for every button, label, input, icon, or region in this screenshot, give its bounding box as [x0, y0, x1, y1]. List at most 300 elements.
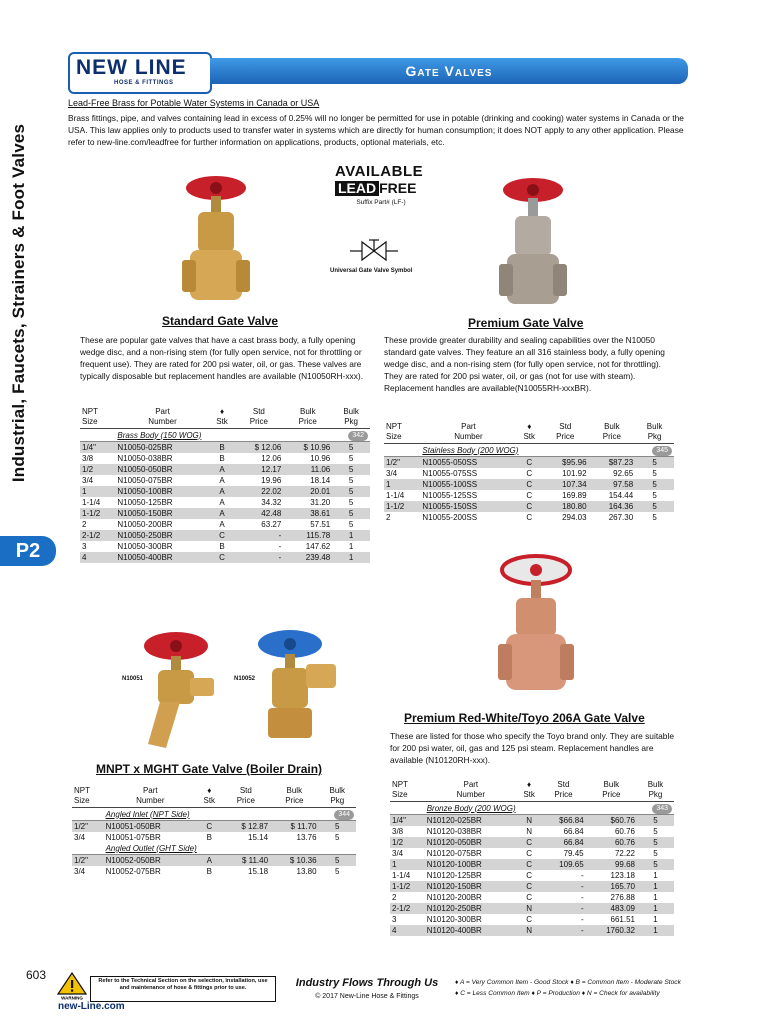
table-cell: 15.14 — [248, 833, 269, 842]
table-cell: N — [517, 815, 541, 827]
standard-price-table — [80, 407, 370, 563]
table-cell: N10050-150BR — [115, 508, 209, 519]
table-cell: N10050-038BR — [117, 454, 173, 463]
table-cell: 3 — [82, 542, 87, 551]
table-cell: N10050-300BR — [117, 542, 173, 551]
table-cell: 19.96 — [261, 476, 282, 485]
table-row — [390, 881, 674, 892]
header-number: Number — [148, 417, 177, 426]
header-bulk-pkg: Bulk — [329, 786, 346, 795]
table-cell: N10055-200SS — [422, 513, 478, 522]
table-cell: 1-1/2 — [390, 881, 425, 892]
table-cell: 63.27 — [261, 520, 282, 529]
header-std: Std — [557, 780, 570, 789]
table-row — [390, 870, 674, 881]
table-cell: C — [526, 893, 532, 902]
table-cell: N10120-038BR — [426, 827, 482, 836]
table-row — [390, 859, 674, 870]
table-row — [72, 866, 356, 877]
header-size: Size — [386, 432, 402, 441]
header-part: Part — [461, 422, 476, 431]
table-cell: 5 — [348, 498, 354, 507]
table-cell: - — [234, 530, 283, 541]
table-cell: 1/2" — [72, 855, 104, 867]
table-cell: 3/4 — [74, 867, 86, 876]
table-cell: C — [197, 821, 222, 833]
table-row — [80, 541, 370, 552]
table-cell: N10120-150BR — [425, 881, 517, 892]
table-cell: N10050-050BR — [115, 464, 209, 475]
table-row — [80, 453, 370, 464]
header-std: Std — [559, 422, 572, 431]
group-label: Angled Outlet (GHT Side) — [105, 844, 197, 853]
table-cell: N10120-300BR — [426, 915, 482, 924]
table-cell: $60.76 — [586, 815, 637, 827]
table-cell: 5 — [332, 442, 370, 454]
page-ref-badge[interactable]: 342 — [348, 431, 368, 441]
header-pkg: Pkg — [647, 432, 662, 441]
header-bulk: Bulk — [604, 422, 620, 431]
header-diamond: ♦ — [527, 422, 532, 431]
table-cell: 18.14 — [310, 476, 331, 485]
table-cell: 276.88 — [610, 893, 635, 902]
header-stk: Stk — [523, 432, 536, 441]
boiler-drain-title: MNPT x MGHT Gate Valve (Boiler Drain) — [96, 762, 323, 776]
table-cell: 66.84 — [541, 837, 585, 848]
table-cell: 267.30 — [608, 513, 634, 522]
table-cell: - — [541, 925, 585, 936]
table-row — [80, 475, 370, 486]
logo-subtext: HOSE & FITTINGS — [114, 80, 174, 86]
table-cell: 1-1/4 — [392, 871, 411, 880]
header-diamond: ♦ — [219, 407, 225, 416]
header-bulk-pkg: Bulk — [646, 422, 663, 431]
table-row — [384, 490, 674, 501]
table-cell: N10055-075SS — [422, 469, 478, 478]
table-row — [390, 837, 674, 848]
table-cell: 1 — [348, 542, 354, 551]
boiler-drain-price-table — [72, 786, 356, 877]
table-cell: $87.23 — [589, 457, 636, 469]
table-cell: 1 — [80, 486, 115, 497]
table-cell: 165.70 — [586, 881, 637, 892]
table-cell: 1 — [332, 530, 370, 541]
header-bulk-pkg: Bulk — [343, 407, 359, 416]
toyo-price-table — [390, 780, 674, 936]
header-part: Part — [463, 780, 479, 789]
table-cell: 294.03 — [562, 513, 587, 522]
header-bulk-price: Price — [298, 417, 317, 426]
table-cell: A — [210, 486, 235, 497]
header-stk: Stk — [523, 790, 535, 799]
table-cell: N10120-125BR — [426, 871, 482, 880]
table-cell: 1/4" — [390, 815, 425, 827]
table-cell: A — [197, 855, 222, 867]
standard-gate-valve-image — [180, 172, 252, 312]
table-cell: 2 — [82, 520, 87, 529]
table-cell: N10120-100BR — [425, 859, 517, 870]
table-row — [390, 826, 674, 837]
table-cell: A — [219, 498, 225, 507]
header-part: Part — [155, 407, 170, 416]
group-label: Bronze Body (200 WOG) — [426, 803, 516, 813]
table-cell: C — [517, 501, 542, 512]
n10051-valve-image — [136, 628, 216, 752]
table-cell: 13.80 — [296, 867, 317, 876]
page-ref-badge[interactable]: 344 — [334, 810, 354, 820]
table-cell: 147.62 — [305, 542, 331, 551]
table-cell: 3/8 — [82, 454, 94, 463]
table-cell: 5 — [652, 491, 657, 500]
table-row — [80, 442, 370, 454]
warning-text: Refer to the Technical Section on the selection, installation, use and maintenance of hose & fittings prior to use. — [90, 976, 276, 1002]
table-cell: 3/8 — [392, 827, 404, 836]
table-row — [72, 855, 356, 867]
table-cell: 38.61 — [283, 508, 332, 519]
n10052-valve-image — [250, 624, 342, 748]
table-cell: C — [526, 915, 532, 924]
table-row — [80, 519, 370, 530]
header-number: Number — [456, 790, 486, 799]
table-row — [384, 512, 674, 523]
table-cell: 5 — [332, 486, 370, 497]
table-cell: 107.34 — [542, 479, 589, 490]
slogan: Industry Flows Through Us — [295, 977, 439, 989]
table-cell: 97.58 — [589, 479, 636, 490]
table-cell: C — [526, 871, 532, 880]
header-number: Number — [454, 432, 483, 441]
table-cell: 2 — [386, 513, 391, 522]
table-cell: 1/2" — [72, 821, 104, 833]
table-cell: N10120-200BR — [426, 893, 482, 902]
table-cell: C — [517, 859, 541, 870]
table-cell: $ 12.87 — [222, 821, 270, 833]
premium-gate-valve-image — [497, 174, 569, 312]
section-tab[interactable]: P2 — [0, 536, 56, 566]
table-cell: N10055-100SS — [420, 479, 516, 490]
table-cell: - — [541, 881, 585, 892]
group-label: Brass Body (150 WOG) — [117, 430, 202, 440]
toyo-gate-valve-desc: These are listed for those who specify the Toyo brand only. They are suitable for 200 psi water, oil, gas and 125 psi steam. Replacement handles are available (N10120RH-xxx). — [390, 731, 674, 765]
table-row — [80, 464, 370, 475]
table-cell: 3/4 — [74, 833, 86, 842]
table-row — [384, 468, 674, 479]
symbol-label: Universal Gate Valve Symbol — [330, 268, 413, 274]
table-cell: - — [278, 542, 282, 551]
table-cell: 1 — [384, 479, 420, 490]
copyright: © 2017 New-Line Hose & Fittings — [315, 993, 419, 1000]
table-cell: 1 — [653, 893, 658, 902]
table-cell: 66.84 — [563, 827, 584, 836]
table-row — [390, 848, 674, 859]
table-cell: 3/4 — [82, 476, 94, 485]
table-cell: 92.65 — [613, 469, 634, 478]
table-cell: 79.45 — [563, 849, 584, 858]
table-cell: C — [517, 881, 541, 892]
table-cell: 20.01 — [283, 486, 332, 497]
table-cell: N10055-050SS — [420, 457, 516, 469]
table-cell: 3/4 — [392, 849, 404, 858]
stock-legend — [455, 977, 745, 999]
table-cell: 57.51 — [310, 520, 331, 529]
header-bulk: Bulk — [286, 786, 303, 795]
table-cell: 1 — [653, 871, 658, 880]
table-cell: 1-1/4 — [386, 491, 405, 500]
table-row — [390, 925, 674, 936]
table-cell: 180.80 — [542, 501, 589, 512]
gate-valve-symbol-icon — [348, 238, 400, 264]
table-row — [80, 497, 370, 508]
table-cell: N10050-025BR — [115, 442, 209, 454]
table-cell: N10050-075BR — [117, 476, 173, 485]
table-cell: B — [206, 867, 212, 876]
table-cell: N — [517, 925, 541, 936]
table-cell: - — [580, 915, 584, 924]
legend-line-1: ♦ A = Very Common Item - Good Stock ♦ B = Common Item - Moderate Stock — [455, 979, 681, 986]
table-cell: - — [580, 893, 584, 902]
header-diamond: ♦ — [527, 780, 532, 789]
table-cell: C — [526, 513, 533, 522]
table-cell: N — [517, 903, 541, 914]
table-cell: N10120-250BR — [425, 903, 517, 914]
table-cell: 1/2 — [80, 464, 115, 475]
table-row — [390, 815, 674, 827]
table-cell: 5 — [348, 476, 354, 485]
table-cell: - — [580, 871, 584, 880]
page-ref-badge[interactable]: 345 — [652, 446, 672, 456]
table-cell: 5 — [348, 520, 354, 529]
table-cell: 1-1/2 — [384, 501, 420, 512]
table-cell: 2-1/2 — [80, 530, 115, 541]
table-cell: 3/4 — [386, 469, 398, 478]
toyo-gate-valve-title: Premium Red-White/Toyo 206A Gate Valve — [404, 711, 645, 725]
table-cell: A — [210, 508, 235, 519]
table-row — [80, 552, 370, 563]
header-stk: Stk — [216, 417, 228, 426]
table-cell: 42.48 — [234, 508, 283, 519]
lead-free-badge — [335, 164, 427, 208]
table-cell: C — [517, 479, 542, 490]
table-cell: 5 — [635, 457, 674, 469]
table-cell: 5 — [332, 508, 370, 519]
table-cell: - — [234, 552, 283, 563]
table-cell: 4 — [390, 925, 425, 936]
legend-line-2: ♦ C = Less Common Item ♦ P = Production ♦ N = Check for availability — [455, 990, 660, 997]
table-cell: 101.92 — [562, 469, 587, 478]
table-row — [384, 501, 674, 512]
table-cell: N10055-125SS — [422, 491, 478, 500]
table-cell: 5 — [637, 859, 674, 870]
table-cell: 164.36 — [589, 501, 636, 512]
header-bulk: Bulk — [603, 780, 620, 789]
table-cell: 5 — [637, 815, 674, 827]
header-price: Price — [554, 790, 573, 799]
table-cell: 31.20 — [310, 498, 331, 507]
header-std: Std — [239, 786, 252, 795]
premium-gate-valve-title: Premium Gate Valve — [468, 316, 584, 330]
badge-available: AVAILABLE — [335, 163, 424, 180]
table-cell: N10120-400BR — [425, 925, 517, 936]
table-cell: N10120-075BR — [426, 849, 482, 858]
badge-free: FREE — [379, 180, 417, 196]
lead-free-body: Brass fittings, pipe, and valves containing lead in excess of 0.25% will no longer be permitted for use in potable (drinking and cooking) water systems in Canada or the USA. This law applies only to products used to transfer water in systems which are directly for human consumption; it does NOT apply to any other application. Please refer to new-line.com/leadfree for further information on applications, products, optional materials, etc. — [68, 113, 684, 147]
table-cell: 2 — [392, 893, 397, 902]
header-pkg: Pkg — [344, 417, 359, 426]
table-cell: 1 — [390, 859, 425, 870]
table-cell: 115.78 — [283, 530, 332, 541]
side-section-title: Industrial, Faucets, Strainers & Foot Valves — [9, 123, 28, 483]
table-cell: 1 — [332, 552, 370, 563]
header-size: Size — [82, 417, 98, 426]
page-number: 603 — [26, 968, 47, 982]
table-cell: $66.84 — [541, 815, 585, 827]
table-cell: 3 — [392, 915, 397, 924]
header-pkg: Pkg — [648, 790, 663, 799]
table-row — [80, 508, 370, 519]
table-cell: 5 — [319, 855, 356, 867]
table-cell: A — [210, 464, 235, 475]
table-cell: $ 10.96 — [283, 442, 332, 454]
table-cell: 99.68 — [586, 859, 637, 870]
page-title: Gate Valves — [405, 63, 493, 79]
table-cell: C — [210, 530, 235, 541]
table-cell: 11.06 — [283, 464, 332, 475]
premium-gate-valve-desc: These provide greater durability and sealing capabilities over the N10050 standard gate valves. They feature an all 316 stainless body, a fully opening wedge disc, and a non-rising stem (for fully open service, not for throttling). They are rated for 200 psi water, oil, or gas (not for use with steam). Replacement handles are available(N10055RH-xxxBR). — [384, 335, 665, 393]
header-pkg: Pkg — [330, 796, 345, 805]
table-cell: 12.17 — [234, 464, 283, 475]
table-cell: 5 — [348, 454, 354, 463]
table-cell: - — [541, 903, 585, 914]
table-cell: 5 — [652, 513, 657, 522]
table-cell: B — [206, 833, 212, 842]
warning-icon — [57, 972, 87, 1000]
lead-free-title: Lead-Free Brass for Potable Water Systems in Canada or USA — [68, 98, 320, 108]
table-cell: 15.18 — [248, 867, 269, 876]
table-cell: 1 — [637, 925, 674, 936]
standard-gate-valve-title: Standard Gate Valve — [162, 314, 279, 328]
table-cell: 10.96 — [310, 454, 331, 463]
table-cell: 5 — [335, 833, 340, 842]
table-cell: N10050-125BR — [117, 498, 173, 507]
table-cell: 60.76 — [586, 837, 637, 848]
table-cell: N10120-050BR — [425, 837, 517, 848]
new-line-logo — [68, 52, 212, 94]
table-cell: C — [526, 469, 533, 478]
table-cell: N10055-150SS — [420, 501, 516, 512]
website-link[interactable]: new-Line.com — [58, 1001, 125, 1012]
premium-price-table — [384, 422, 674, 523]
header-npt: NPT — [392, 780, 408, 789]
table-cell: 1/4" — [80, 442, 115, 454]
table-cell: N10051-075BR — [105, 833, 161, 842]
table-cell: $ 12.06 — [234, 442, 283, 454]
table-row — [390, 914, 674, 925]
table-row — [390, 903, 674, 914]
table-cell: N10051-050BR — [104, 821, 197, 833]
table-cell: 5 — [635, 479, 674, 490]
table-cell: B — [219, 542, 225, 551]
badge-lead: LEAD — [335, 181, 379, 196]
table-cell: 154.44 — [608, 491, 634, 500]
table-cell: 5 — [653, 849, 658, 858]
logo-text: NEW LINE — [76, 56, 187, 79]
header-bulk-price: Price — [285, 796, 304, 805]
table-cell: N — [526, 827, 532, 836]
table-cell: 1-1/4 — [82, 498, 101, 507]
table-cell: N10050-200BR — [117, 520, 173, 529]
table-cell: 483.09 — [586, 903, 637, 914]
table-cell: C — [526, 849, 532, 858]
header-number: Number — [136, 796, 165, 805]
table-cell: N10052-050BR — [104, 855, 197, 867]
table-row — [384, 479, 674, 490]
table-row — [390, 892, 674, 903]
table-cell: 169.89 — [562, 491, 587, 500]
header-size: Size — [392, 790, 408, 799]
header-npt: NPT — [74, 786, 90, 795]
warning-label: WARNING — [61, 995, 83, 1000]
header-bulk-price: Price — [602, 790, 621, 799]
table-cell: 1/2 — [390, 837, 425, 848]
table-cell: 1 — [637, 881, 674, 892]
table-cell: 661.51 — [610, 915, 635, 924]
table-cell: A — [219, 476, 225, 485]
badge-suffix: Suffix Part# (LF-) — [356, 199, 406, 206]
table-cell: 5 — [652, 469, 657, 478]
n10052-label: N10052 — [234, 676, 256, 682]
n10051-label: N10051 — [122, 676, 144, 682]
table-cell: 5 — [653, 827, 658, 836]
table-cell: 5 — [319, 821, 356, 833]
table-row — [72, 821, 356, 833]
header-bulk-price: Price — [602, 432, 621, 441]
table-cell: 13.76 — [296, 833, 317, 842]
table-cell: B — [210, 442, 235, 454]
table-cell: 1/2" — [384, 457, 420, 469]
table-cell: 1760.32 — [586, 925, 637, 936]
page-ref-badge[interactable]: 343 — [652, 804, 672, 814]
table-cell: B — [219, 454, 225, 463]
header-price: Price — [556, 432, 575, 441]
table-cell: 5 — [637, 837, 674, 848]
header-npt: NPT — [386, 422, 402, 431]
table-cell: N10050-250BR — [115, 530, 209, 541]
header-price: Price — [236, 796, 255, 805]
table-cell: A — [219, 520, 225, 529]
table-cell: 12.06 — [261, 454, 282, 463]
table-cell: $ 11.70 — [270, 821, 318, 833]
table-row — [384, 457, 674, 469]
table-row — [72, 832, 356, 843]
table-cell: N10052-075BR — [105, 867, 161, 876]
table-cell: C — [210, 552, 235, 563]
table-cell: 4 — [80, 552, 115, 563]
group-label: Stainless Body (200 WOG) — [422, 445, 519, 455]
table-cell: $ 11.40 — [222, 855, 270, 867]
table-row — [80, 486, 370, 497]
header-size: Size — [74, 796, 90, 805]
table-cell: C — [517, 457, 542, 469]
table-cell: $ 10.36 — [270, 855, 318, 867]
table-cell: 22.02 — [234, 486, 283, 497]
header-price: Price — [249, 417, 268, 426]
header-std: Std — [252, 407, 265, 416]
table-cell: $95.96 — [542, 457, 589, 469]
page-header-bar — [210, 58, 688, 84]
header-stk: Stk — [203, 796, 216, 805]
table-cell: 1 — [637, 903, 674, 914]
table-row — [80, 530, 370, 541]
